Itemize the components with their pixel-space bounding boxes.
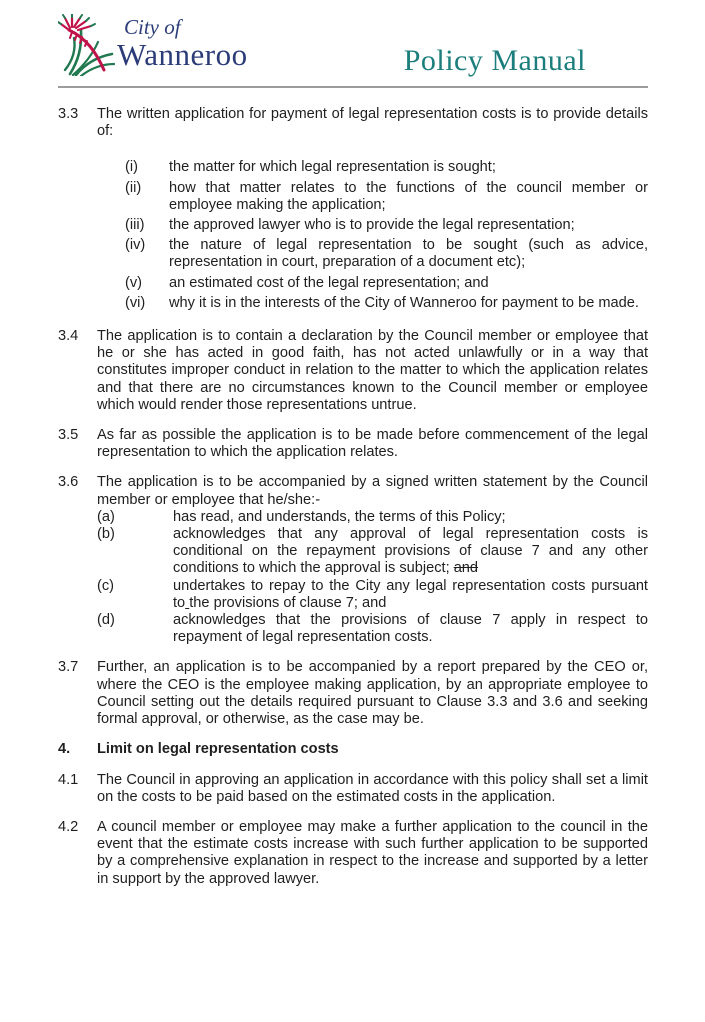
kangaroo-paw-icon bbox=[58, 14, 115, 76]
clause-number: 3.3 bbox=[58, 106, 79, 122]
text-segment: acknowledges that the provisions of clause 7 apply in respect to repayment of legal representation costs. bbox=[173, 612, 648, 646]
clause-4-2 bbox=[58, 819, 648, 888]
list-item-text: the matter for which legal representation is sought; bbox=[169, 159, 496, 176]
list-item-text: an estimated cost of the legal representation; and bbox=[169, 274, 489, 291]
list-item-label: (d) bbox=[97, 612, 115, 629]
clause-3-4 bbox=[58, 328, 648, 414]
sub-list-alpha bbox=[97, 509, 648, 647]
list-item-label: (b) bbox=[97, 526, 115, 543]
list-item-label: (a) bbox=[97, 508, 115, 525]
list-item-label: (vi) bbox=[125, 294, 146, 311]
clause-number: 3.5 bbox=[58, 427, 79, 444]
clause-body bbox=[97, 659, 648, 728]
text-segment: has read, and understands, the terms of this Policy; bbox=[173, 508, 506, 525]
clause-number: 4.2 bbox=[58, 818, 79, 835]
logo-wordmark bbox=[117, 14, 248, 71]
text-segment: undertakes to repay to the City any legal representation costs pursuant to bbox=[173, 577, 648, 611]
list-item bbox=[97, 526, 648, 578]
clause-text: A council member or employee may make a further application to the council in the event that the estimate costs increase with such further application to be supported by a comprehensive explanation in respect to the increase and supported by a letter in support by the approved lawyer. bbox=[97, 818, 648, 887]
list-item bbox=[97, 612, 648, 646]
clause-body bbox=[97, 741, 648, 758]
clause-number: 4.1 bbox=[58, 771, 79, 788]
logo-city-of: City of bbox=[124, 15, 181, 39]
clause-body bbox=[97, 328, 648, 414]
clause-text: Further, an application is to be accompanied by a report prepared by the CEO or, where the CEO is the employee making application, by an appropriate employee to Council setting out the details required pursuant to Clause 3.3 and 3.6 and seeking formal approval, or otherwise, as the case may be. bbox=[97, 659, 648, 728]
header-divider bbox=[58, 86, 648, 88]
list-item-text bbox=[173, 509, 648, 526]
clause-number: 4. bbox=[58, 741, 71, 758]
sub-list-roman bbox=[125, 159, 648, 312]
document-body bbox=[58, 106, 648, 888]
list-item-label: (i) bbox=[125, 159, 138, 176]
city-of-wanneroo-logo bbox=[58, 14, 248, 76]
clause-3-5 bbox=[58, 427, 648, 461]
clause-body bbox=[97, 772, 648, 806]
clause-body bbox=[97, 106, 648, 315]
clause-text: The application is to contain a declaration by the Council member or employee that he or she has acted in good faith, has not acted unlawfully or in a way that constitutes improper conduct in relation to the matter to which the application relates and that there are no circumstances known to the Council member or employee which would render those representations untrue. bbox=[97, 328, 648, 413]
list-item-label: (iv) bbox=[125, 237, 146, 254]
text-segment: the provisions of clause 7; and bbox=[189, 594, 387, 611]
list-item bbox=[125, 217, 648, 234]
clause-number: 3.4 bbox=[58, 328, 79, 345]
list-item-label: (v) bbox=[125, 274, 143, 291]
list-item-text bbox=[173, 526, 648, 578]
document-title: Policy Manual bbox=[403, 44, 586, 77]
list-item bbox=[125, 237, 648, 271]
list-item bbox=[97, 578, 648, 612]
clause-body bbox=[97, 427, 648, 461]
list-item bbox=[125, 295, 648, 312]
edit-mark-strike: and bbox=[453, 560, 479, 577]
list-item bbox=[97, 509, 648, 526]
text-segment: acknowledges that any approval of legal representation costs is conditional on the repayment provisions of clause 7 and any other conditions to which the approval is subject; bbox=[173, 526, 648, 577]
list-item-text: the nature of legal representation to be sought (such as advice, representation in court, preparation of a document etc); bbox=[169, 237, 648, 271]
list-item-text: why it is in the interests of the City of Wanneroo for payment to be made. bbox=[169, 294, 639, 311]
list-item bbox=[125, 275, 648, 292]
page-header bbox=[58, 14, 648, 76]
list-item bbox=[125, 159, 648, 176]
clause-number: 3.7 bbox=[58, 659, 79, 676]
clause-number: 3.6 bbox=[58, 474, 79, 491]
list-item bbox=[125, 180, 648, 214]
list-item-label: (iii) bbox=[125, 217, 145, 234]
clause-text: As far as possible the application is to be made before commencement of the legal representation to which the application relates. bbox=[97, 427, 648, 461]
clause-body bbox=[97, 819, 648, 888]
clause-3-6 bbox=[58, 474, 648, 646]
clause-3-7 bbox=[58, 659, 648, 728]
clause-text: The application is to be accompanied by a signed written statement by the Council member or employee that he/she:- bbox=[97, 474, 648, 508]
clause-3-3 bbox=[58, 106, 648, 315]
clause-text: The written application for payment of legal representation costs is to provide details of: bbox=[97, 106, 648, 140]
clause-text: The Council in approving an application in accordance with this policy shall set a limit on the costs to be paid based on the estimated costs in the application. bbox=[97, 771, 648, 805]
logo-wanneroo: Wanneroo bbox=[117, 37, 248, 72]
list-item-text: the approved lawyer who is to provide the legal representation; bbox=[169, 217, 575, 234]
list-item-label: (ii) bbox=[125, 179, 142, 196]
clause-4-1 bbox=[58, 772, 648, 806]
clause-heading: Limit on legal representation costs bbox=[97, 741, 339, 758]
clause-body bbox=[97, 474, 648, 646]
list-item-text: how that matter relates to the functions of the council member or employee making the application; bbox=[169, 179, 648, 213]
list-item-label: (c) bbox=[97, 577, 115, 594]
list-item-text bbox=[173, 612, 648, 646]
list-item-text bbox=[173, 578, 648, 612]
clause-4 bbox=[58, 741, 648, 758]
